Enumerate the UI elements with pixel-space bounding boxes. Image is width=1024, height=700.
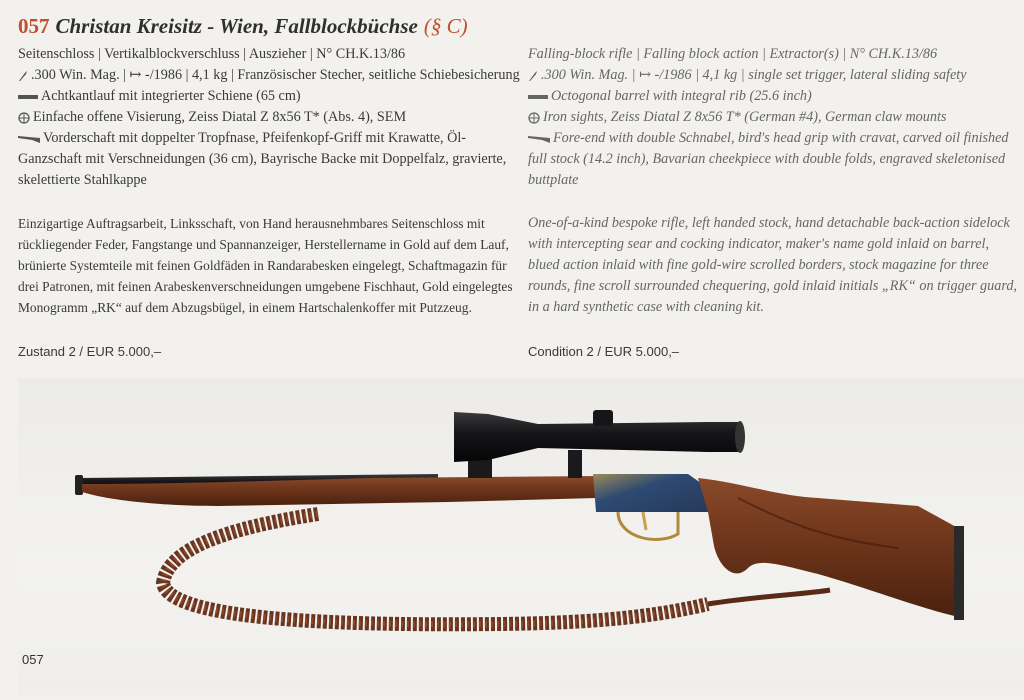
rifle-stock	[698, 478, 963, 618]
rifle-illustration	[18, 378, 1024, 695]
caliber-icon	[528, 70, 538, 82]
english-description	[528, 44, 1020, 318]
stock-icon	[528, 134, 550, 143]
barrel-icon	[18, 93, 38, 101]
german-description	[18, 44, 520, 318]
en-stock: Fore-end with double Schnabel, bird's head grip with cravat, carved oil finished full stock (14.2 inch), Bavarian cheekpiece with double folds, engraved skeletonised buttplate	[528, 130, 1009, 188]
en-barrel: Octogonal barrel with integral rib (25.6 inch)	[551, 88, 812, 104]
en-specs-line2: .300 Win. Mag. | ↦ -/1986 | 4,1 kg | single set trigger, lateral sliding safety	[541, 67, 967, 83]
de-specs-line2-row	[18, 65, 520, 86]
barrel-icon	[528, 93, 548, 101]
de-stock: Vorderschaft mit doppelter Tropfnase, Pfeifenkopf-Griff mit Krawatte, Öl-Ganzschaft mit Verschneidungen (36 cm), Bayrische Backe mit Doppelfalz, gravierte, skelettierte Stahlkappe	[18, 130, 507, 188]
stock-icon	[18, 134, 40, 143]
de-condition-price: Zustand 2 / EUR 5.000,–	[18, 344, 162, 359]
rifle-photo	[18, 378, 1024, 695]
sight-icon	[528, 112, 540, 124]
en-specs-line2-row	[528, 65, 1020, 86]
caliber-icon	[18, 70, 28, 82]
de-barrel: Achtkantlauf mit integrierter Schiene (65 cm)	[41, 88, 301, 104]
lot-name: Christan Kreisitz - Wien, Fallblockbüchse	[55, 14, 418, 38]
rifle-action	[593, 474, 708, 512]
de-specs-line1: Seitenschloss | Vertikalblockverschluss | Auszieher | N° CH.K.13/86	[18, 46, 406, 62]
legal-class: (§ C)	[423, 14, 468, 38]
page-number: 057	[22, 652, 44, 667]
de-specs-line2: .300 Win. Mag. | ↦ -/1986 | 4,1 kg | Französischer Stecher, seitliche Schiebesicherung	[31, 67, 520, 83]
de-sights-row	[18, 107, 513, 128]
lot-number: 057	[18, 14, 50, 38]
de-long-description: Einzigartige Auftragsarbeit, Linksschaft, von Hand herausnehmbares Seitenschloss mit rückliegender Feder, Fangstange und Spannanzeiger, Herstellername in Gold auf dem Lauf, brünierte Systemteile mit feinen Goldfäden in Randarabesken eingelegt, Schaftmagazin für drei Patronen, mit feinen Arabeskenverschneidungen umgebene Fischhaut, Gold eingelegtes Monogramm „RK“ auf dem Abzugsbügel, in einem Hartschalenkoffer mit Putzzeug.	[18, 216, 513, 315]
trigger-guard	[618, 512, 678, 539]
de-barrel-row	[18, 86, 513, 107]
de-sights: Einfache offene Visierung, Zeiss Diatal Z 8x56 T* (Abs. 4), SEM	[33, 109, 407, 125]
en-stock-row	[528, 128, 1020, 191]
en-barrel-row	[528, 86, 1020, 107]
en-sights-row	[528, 107, 1020, 128]
en-condition-price: Condition 2 / EUR 5.000,–	[528, 344, 680, 359]
lot-title	[18, 14, 468, 39]
en-long-description: One-of-a-kind bespoke rifle, left handed stock, hand detachable back-action sidelock with intercepting sear and cocking indicator, maker's name gold inlaid on barrel, blued action inlaid with fine gold-wire scrolled borders, stock magazine for three rounds, fine scroll surrounded chequering, gold inlaid initials „RK“ on trigger guard, in a hard synthetic case with cleaning kit.	[528, 215, 1017, 315]
de-stock-row	[18, 128, 513, 191]
en-sights: Iron sights, Zeiss Diatal Z 8x56 T* (German #4), German claw mounts	[543, 109, 947, 125]
sight-icon	[18, 112, 30, 124]
en-specs-line1: Falling-block rifle | Falling block action | Extractor(s) | N° CH.K.13/86	[528, 46, 938, 62]
